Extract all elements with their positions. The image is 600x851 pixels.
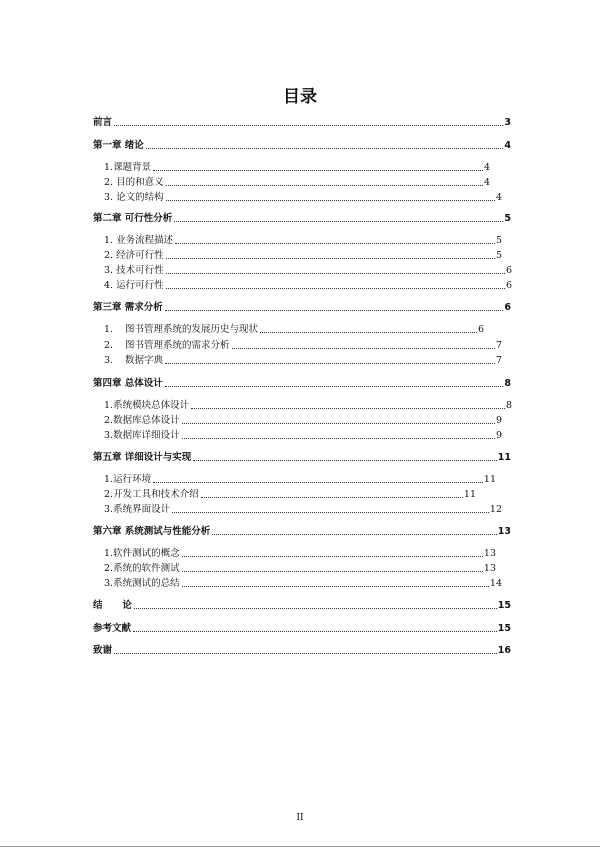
toc-entry-references[interactable] (93, 621, 511, 635)
toc-entry-label: 第三章 需求分析 (93, 302, 163, 313)
toc-entry-4-2[interactable] (104, 413, 502, 427)
toc-entry-3-2[interactable] (104, 338, 502, 352)
toc-entry-page: 5 (495, 250, 502, 261)
dot-leader (175, 243, 495, 244)
dot-leader (182, 556, 483, 557)
toc-entry-page: 9 (495, 415, 502, 426)
toc-entry-label: 3.系统测试的总结 (104, 578, 180, 589)
toc-entry-page: 6 (504, 302, 511, 313)
toc-entry-4-3[interactable] (104, 428, 502, 442)
toc-entry-2-2[interactable] (104, 248, 502, 262)
toc-entry-page: 6 (477, 324, 484, 335)
dot-leader (165, 363, 495, 364)
toc-entry-chapter-1[interactable] (93, 138, 511, 152)
toc-entry-label: 数据字典 (125, 355, 164, 366)
toc-entry-page: 14 (489, 578, 502, 589)
page-number: II (296, 813, 304, 823)
dot-leader (182, 423, 495, 424)
toc-entry-label: 1.课题背景 (104, 162, 152, 173)
toc-entry-label: 3. 技术可行性 (104, 265, 164, 276)
toc-entry-page: 15 (497, 623, 511, 634)
toc-entry-page: 11 (497, 452, 511, 463)
dot-leader (193, 460, 496, 461)
toc-entry-page: 5 (495, 235, 502, 246)
dot-leader (165, 310, 504, 311)
toc-entry-page: 13 (483, 563, 496, 574)
toc-entry-label: 第五章 详细设计与实现 (93, 452, 192, 463)
toc-entry-label: 2. 经济可行性 (104, 250, 164, 261)
toc-entry-label: 致谢 (93, 645, 113, 656)
toc-entry-page: 11 (483, 474, 496, 485)
toc-entry-label: 2.开发工具和技术介绍 (104, 489, 199, 500)
toc-entry-label: 第一章 绪论 (93, 140, 144, 151)
dot-leader (166, 185, 483, 186)
toc-entry-chapter-4[interactable] (93, 376, 511, 390)
toc-entry-label: 3. 论文的结构 (104, 192, 164, 203)
toc-entry-page: 16 (497, 645, 511, 656)
toc-entry-page: 4 (483, 177, 490, 188)
toc-entry-page: 6 (505, 280, 512, 291)
toc-entry-number: 3. (104, 355, 114, 366)
toc-entry-page: 3 (504, 117, 511, 128)
toc-entry-page: 13 (483, 548, 496, 559)
toc-entry-label: 第二章 可行性分析 (93, 213, 173, 224)
toc-entry-page: 8 (505, 400, 512, 411)
dot-leader (114, 653, 497, 654)
dot-leader (201, 497, 463, 498)
toc-entry-chapter-5[interactable] (93, 450, 511, 464)
dot-leader (153, 482, 483, 483)
toc-entry-1-2[interactable] (104, 175, 490, 189)
toc-entry-acknowledgements[interactable] (93, 643, 511, 657)
dot-leader (174, 221, 503, 222)
toc-entry-label: 1.运行环境 (104, 474, 152, 485)
toc-entry-chapter-3[interactable] (93, 300, 511, 314)
dot-leader (166, 200, 495, 201)
toc-entry-label: 3.数据库详细设计 (104, 430, 180, 441)
dot-leader (166, 273, 505, 274)
dot-leader (165, 386, 504, 387)
toc-entry-2-4[interactable] (104, 278, 512, 292)
toc-entry-5-1[interactable] (104, 472, 496, 486)
dot-leader (166, 288, 505, 289)
dot-leader (146, 148, 504, 149)
toc-entry-conclusion[interactable] (93, 598, 511, 612)
toc-entry-page: 11 (463, 489, 476, 500)
toc-entry-3-3[interactable] (104, 353, 502, 367)
toc-entry-page: 15 (497, 600, 511, 611)
toc-entry-label: 第六章 系统测试与性能分析 (93, 526, 211, 537)
toc-entry-label: 1.软件测试的概念 (104, 548, 180, 559)
dot-leader (153, 170, 483, 171)
dot-leader (134, 608, 497, 609)
toc-entry-2-3[interactable] (104, 263, 512, 277)
dot-leader (182, 571, 483, 572)
bottom-divider (0, 846, 600, 847)
toc-entry-page: 8 (504, 378, 511, 389)
dot-leader (260, 332, 477, 333)
toc-entry-label: 2.数据库总体设计 (104, 415, 180, 426)
toc-entry-page: 6 (505, 265, 512, 276)
toc-entry-label: 图书管理系统的发展历史与现状 (125, 324, 259, 335)
toc-entry-page: 7 (495, 340, 502, 351)
toc-entry-label: 2. 目的和意义 (104, 177, 164, 188)
dot-leader (133, 631, 497, 632)
toc-entry-label: 2.系统的软件测试 (104, 563, 180, 574)
dot-leader (166, 258, 495, 259)
toc-entry-6-2[interactable] (104, 561, 496, 575)
toc-entry-4-1[interactable] (104, 398, 512, 412)
toc-entry-1-1[interactable] (104, 160, 490, 174)
toc-entry-page: 7 (495, 355, 502, 366)
toc-entry-label: 前言 (93, 117, 113, 128)
dot-leader (232, 348, 495, 349)
dot-leader (114, 125, 503, 126)
toc-entry-2-1[interactable] (104, 233, 502, 247)
toc-entry-label: 1. 业务流程描述 (104, 235, 174, 246)
toc-entry-page: 9 (495, 430, 502, 441)
toc-entry-chapter-6[interactable] (93, 524, 511, 538)
toc-entry-preface[interactable] (93, 115, 511, 129)
toc-entry-page: 4 (504, 140, 511, 151)
toc-entry-chapter-2[interactable] (93, 211, 511, 225)
toc-entry-5-2[interactable] (104, 487, 476, 501)
toc-entry-3-1[interactable] (104, 322, 484, 336)
toc-entry-label: 4. 运行可行性 (104, 280, 164, 291)
dot-leader (172, 512, 489, 513)
toc-entry-label: 参考文献 (93, 623, 132, 634)
toc-entry-6-3[interactable] (104, 576, 502, 590)
toc-entry-label: 第四章 总体设计 (93, 378, 163, 389)
toc-entry-number: 1. (104, 324, 114, 335)
toc-entry-page: 13 (497, 526, 511, 537)
toc-entry-label: 结 论 (93, 600, 132, 611)
toc-entry-6-1[interactable] (104, 546, 496, 560)
toc-entry-number: 2. (104, 340, 114, 351)
toc-entry-1-3[interactable] (104, 190, 502, 204)
toc-entry-page: 12 (489, 504, 502, 515)
toc-entry-page: 4 (495, 192, 502, 203)
toc-entry-page: 5 (504, 213, 511, 224)
dot-leader (191, 408, 505, 409)
dot-leader (182, 586, 489, 587)
page-title: 目录 (283, 87, 317, 107)
toc-entry-5-3[interactable] (104, 502, 502, 516)
toc-entry-page: 4 (483, 162, 490, 173)
toc-entry-label: 1.系统模块总体设计 (104, 400, 190, 411)
toc-entry-label: 图书管理系统的需求分析 (125, 340, 230, 351)
dot-leader (212, 534, 496, 535)
dot-leader (182, 438, 495, 439)
toc-entry-label: 3.系统界面设计 (104, 504, 171, 515)
